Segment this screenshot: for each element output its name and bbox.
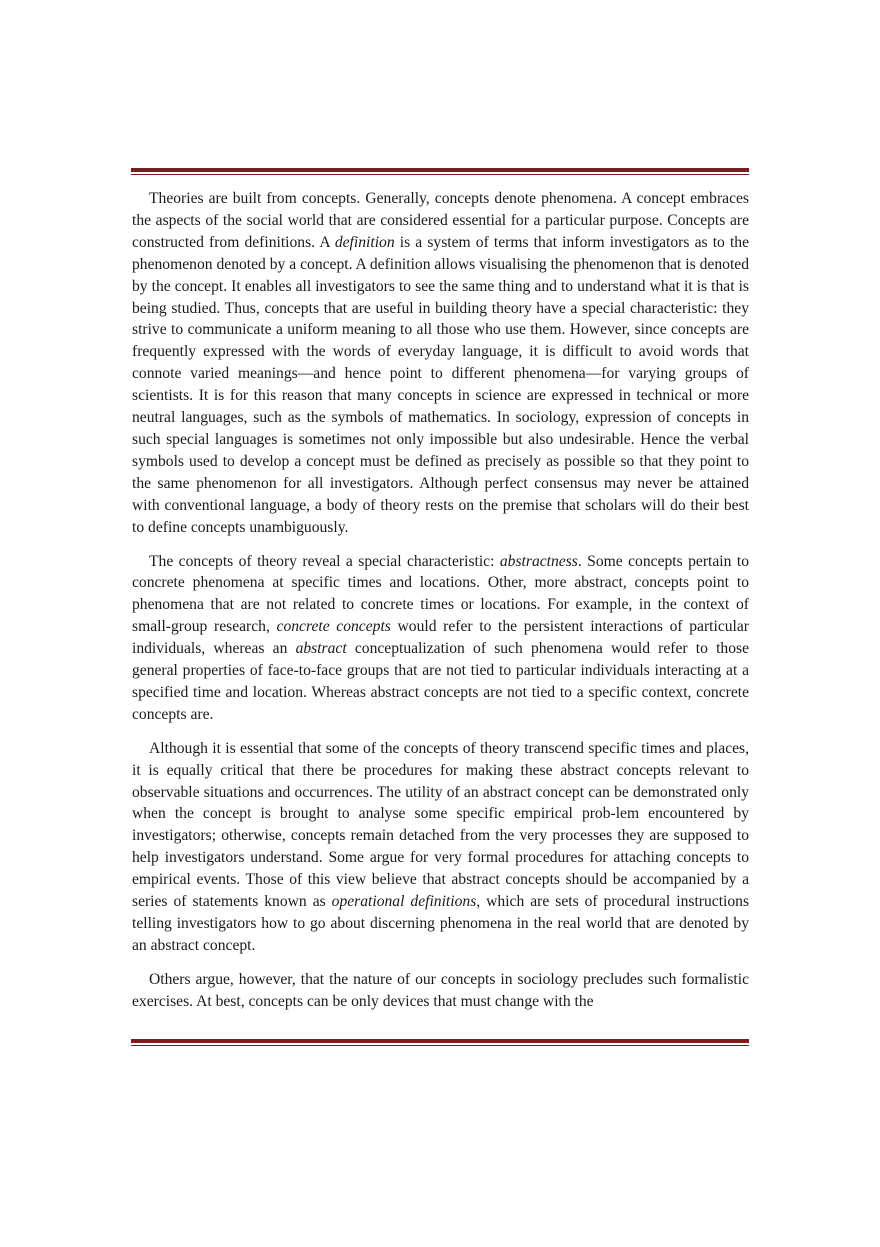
paragraph-2: The concepts of theory reveal a special characteristic: abstractness. Some concepts pertain to concrete phenomena at specific times and locations. Other, more abstract, concepts point to phenomena that are not related to concrete times or locations. For example, in the context of small-group research, concrete concepts would refer to the persistent interactions of particular individuals, whereas an abstract conceptualization of such phenomena would refer to those general properties of face-to-face groups that are not tied to particular individuals interacting at a specified time and location. Whereas abstract concepts are not tied to a specific context, concrete concepts are. bbox=[132, 552, 750, 723]
body-text bbox=[132, 188, 749, 1025]
term-abstract: abstract bbox=[295, 640, 347, 658]
term-definition: definition bbox=[334, 233, 395, 251]
term-concrete-concepts: concrete concepts bbox=[276, 618, 391, 636]
header-rule bbox=[131, 168, 749, 175]
paragraph-3: Although it is essential that some of the concepts of theory transcend specific times and places, it is equally critical that there be procedures for making these abstract concepts relevant to observable situations and occurrences. The utility of an abstract concept can be demonstrated only when the concept is brought to analyse some specific empirical prob-lem encountered by investigators; otherwise, concepts remain detached from the very processes they are supposed to help investigators understand. Some argue for very formal procedures for attaching concepts to empirical events. Those of this view believe that abstract concepts should be accompanied by a series of statements known as operational definitions, which are sets of procedural instructions telling investigators how to go about discerning phenomena in the real world that are denoted by an abstract concept. bbox=[132, 739, 750, 954]
footer-rule bbox=[131, 1039, 749, 1046]
paragraph-1: Theories are built from concepts. Generally, concepts denote phenomena. A concept embraces the aspects of the social world that are considered essential for a particular purpose. Concepts are constructed from definitions. A definition is a system of terms that inform investigators as to the phenomenon denoted by a concept. A definition allows visualising the phenomenon that is denoted by the concept. It enables all investigators to see the same thing and to understand what it is that is being studied. Thus, concepts that are useful in building theory have a special characteristic: they strive to communicate a uniform meaning to all those who use them. However, since concepts are frequently expressed with the words of everyday language, it is difficult to avoid words that connote varied meanings—and hence point to different phenomena—for varying groups of scientists. It is for this reason that many concepts in science are expressed in technical or more neutral languages, such as the symbols of mathematics. In sociology, expression of concepts in such special languages is sometimes not only impossible but also undesirable. Hence the verbal symbols used to develop a concept must be defined as precisely as possible so that they point to the same phenomenon for all investigators. Although perfect consensus may never be attained with conventional language, a body of theory rests on the premise that scholars will do their best to define concepts unambiguously. bbox=[132, 190, 749, 536]
term-abstractness: abstractness bbox=[499, 552, 578, 570]
term-operational-definitions: operational definitions, bbox=[331, 893, 481, 911]
paragraph-4: Others argue, however, that the nature of our concepts in sociology precludes such formalistic exercises. At best, concepts can be only devices that must change with the bbox=[132, 970, 749, 1010]
